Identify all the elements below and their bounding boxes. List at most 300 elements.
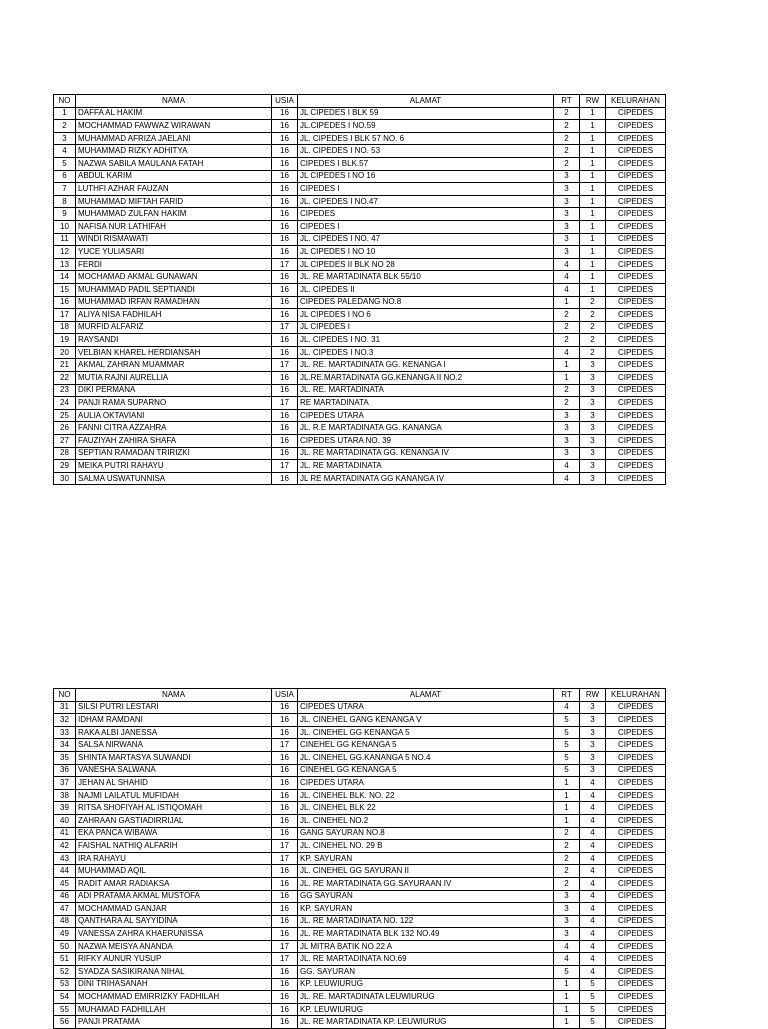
- rw-cell: 3: [580, 422, 606, 435]
- no-cell: 12: [54, 246, 76, 259]
- rt-cell: 2: [554, 840, 580, 853]
- no-cell: 36: [54, 764, 76, 777]
- no-cell: 38: [54, 789, 76, 802]
- table-row: [54, 701, 666, 714]
- alamat-cell: JL. CINEHEL GG SAYURAN II: [298, 865, 554, 878]
- usia-cell: 16: [272, 195, 298, 208]
- alamat-cell: JL. CINEHEL BLK 22: [298, 802, 554, 815]
- no-cell: 42: [54, 840, 76, 853]
- alamat-cell: JL. CINEHEL GG.KANANGA 5 NO.4: [298, 751, 554, 764]
- usia-cell: 16: [272, 865, 298, 878]
- alamat-cell: JL. CINEHEL GG KENANGA 5: [298, 726, 554, 739]
- no-cell: 48: [54, 915, 76, 928]
- rt-cell: 3: [554, 208, 580, 221]
- rw-cell: 4: [580, 789, 606, 802]
- alamat-cell: KP. LEUWIURUG: [298, 1003, 554, 1016]
- rt-cell: 4: [554, 258, 580, 271]
- nama-cell: MUHAMMAD MIFTAH FARID: [76, 195, 272, 208]
- nama-cell: ALIYA NISA FADHILAH: [76, 309, 272, 322]
- nama-cell: SEPTIAN RAMADAN TRIRIZKI: [76, 447, 272, 460]
- kelurahan-cell: CIPEDES: [606, 422, 666, 435]
- rw-cell: 4: [580, 852, 606, 865]
- alamat-cell: JL. RE MARTADINATA BLK 55/10: [298, 271, 554, 284]
- no-cell: 25: [54, 409, 76, 422]
- usia-cell: 16: [272, 827, 298, 840]
- rw-cell: 2: [580, 321, 606, 334]
- table-row: [54, 789, 666, 802]
- rw-cell: 2: [580, 334, 606, 347]
- rt-cell: 3: [554, 447, 580, 460]
- rw-cell: 3: [580, 714, 606, 727]
- column-header-rw: RW: [580, 689, 606, 702]
- nama-cell: MOCHAMAD AKMAL GUNAWAN: [76, 271, 272, 284]
- rw-cell: 3: [580, 751, 606, 764]
- kelurahan-cell: CIPEDES: [606, 852, 666, 865]
- rt-cell: 4: [554, 346, 580, 359]
- column-header-rw: RW: [580, 95, 606, 108]
- rt-cell: 4: [554, 283, 580, 296]
- nama-cell: MUHAMAD FADHILLAH: [76, 1003, 272, 1016]
- nama-cell: PANJI PRATAMA: [76, 1016, 272, 1029]
- rt-cell: 1: [554, 814, 580, 827]
- rw-cell: 1: [580, 120, 606, 133]
- table-row: [54, 321, 666, 334]
- kelurahan-cell: CIPEDES: [606, 915, 666, 928]
- rt-cell: 3: [554, 915, 580, 928]
- kelurahan-cell: CIPEDES: [606, 346, 666, 359]
- kelurahan-cell: CIPEDES: [606, 170, 666, 183]
- no-cell: 24: [54, 397, 76, 410]
- nama-cell: ZAHRAAN GASTIADIRRIJAL: [76, 814, 272, 827]
- rt-cell: 3: [554, 220, 580, 233]
- alamat-cell: JL. RE MARTADINATA NO. 122: [298, 915, 554, 928]
- rw-cell: 5: [580, 1016, 606, 1029]
- kelurahan-cell: CIPEDES: [606, 472, 666, 485]
- kelurahan-cell: CIPEDES: [606, 246, 666, 259]
- rt-cell: 5: [554, 726, 580, 739]
- nama-cell: FAUZIYAH ZAHIRA SHAFA: [76, 435, 272, 448]
- no-cell: 17: [54, 309, 76, 322]
- no-cell: 7: [54, 183, 76, 196]
- table-row: [54, 915, 666, 928]
- nama-cell: MOCHAMMAD GANJAR: [76, 903, 272, 916]
- no-cell: 53: [54, 978, 76, 991]
- alamat-cell: CIPEDES PALEDANG NO.8: [298, 296, 554, 309]
- column-header-no: NO: [54, 689, 76, 702]
- nama-cell: MUHAMMAD AQIL: [76, 865, 272, 878]
- table-row: [54, 384, 666, 397]
- alamat-cell: JL. CIPEDES I NO. 47: [298, 233, 554, 246]
- kelurahan-cell: CIPEDES: [606, 233, 666, 246]
- alamat-cell: JL. CIPEDES I BLK 57 NO. 6: [298, 132, 554, 145]
- rw-cell: 3: [580, 435, 606, 448]
- rt-cell: 5: [554, 966, 580, 979]
- nama-cell: RITSA SHOFIYAH AL ISTIQOMAH: [76, 802, 272, 815]
- nama-cell: YUCE YULIASARI: [76, 246, 272, 259]
- table-row: [54, 472, 666, 485]
- usia-cell: 16: [272, 132, 298, 145]
- kelurahan-cell: CIPEDES: [606, 978, 666, 991]
- rw-cell: 4: [580, 865, 606, 878]
- rw-cell: 4: [580, 940, 606, 953]
- no-cell: 19: [54, 334, 76, 347]
- rt-cell: 3: [554, 928, 580, 941]
- table-row: [54, 107, 666, 120]
- table-row: [54, 359, 666, 372]
- no-cell: 40: [54, 814, 76, 827]
- table-row: [54, 903, 666, 916]
- nama-cell: MUTIA RAJNI AURELLIA: [76, 372, 272, 385]
- rt-cell: 2: [554, 120, 580, 133]
- usia-cell: 16: [272, 764, 298, 777]
- table-body: [54, 107, 666, 485]
- nama-cell: MUHAMMAD ZULFAN HAKIM: [76, 208, 272, 221]
- kelurahan-cell: CIPEDES: [606, 726, 666, 739]
- usia-cell: 16: [272, 978, 298, 991]
- table-row: [54, 271, 666, 284]
- usia-cell: 16: [272, 991, 298, 1004]
- rw-cell: 3: [580, 726, 606, 739]
- alamat-cell: CIPEDES I: [298, 183, 554, 196]
- usia-cell: 17: [272, 321, 298, 334]
- rt-cell: 4: [554, 701, 580, 714]
- alamat-cell: JL CIPEDES I NO 6: [298, 309, 554, 322]
- no-cell: 18: [54, 321, 76, 334]
- column-header-no: NO: [54, 95, 76, 108]
- alamat-cell: JL. CINEHEL NO. 29 B: [298, 840, 554, 853]
- kelurahan-cell: CIPEDES: [606, 827, 666, 840]
- column-header-kelurahan: KELURAHAN: [606, 95, 666, 108]
- table-row: [54, 309, 666, 322]
- alamat-cell: JL. CINEHEL BLK. NO. 22: [298, 789, 554, 802]
- kelurahan-cell: CIPEDES: [606, 409, 666, 422]
- column-header-alamat: ALAMAT: [298, 95, 554, 108]
- kelurahan-cell: CIPEDES: [606, 120, 666, 133]
- kelurahan-cell: CIPEDES: [606, 321, 666, 334]
- nama-cell: PANJI RAMA SUPARNO: [76, 397, 272, 410]
- table-row: [54, 739, 666, 752]
- alamat-cell: JL. CINEHEL NO.2: [298, 814, 554, 827]
- rw-cell: 3: [580, 359, 606, 372]
- rw-cell: 5: [580, 1003, 606, 1016]
- usia-cell: 16: [272, 271, 298, 284]
- rw-cell: 4: [580, 814, 606, 827]
- nama-cell: RIFKY AUNUR YUSUP: [76, 953, 272, 966]
- nama-cell: MOCHAMMAD EMIRRIZKY FADHILAH: [76, 991, 272, 1004]
- rw-cell: 4: [580, 953, 606, 966]
- alamat-cell: JL CIPEDES I BLK 59: [298, 107, 554, 120]
- rt-cell: 2: [554, 865, 580, 878]
- table-row: [54, 435, 666, 448]
- rw-cell: 1: [580, 145, 606, 158]
- nama-cell: MUHAMMAD PADIL SEPTIANDI: [76, 283, 272, 296]
- usia-cell: 16: [272, 296, 298, 309]
- nama-cell: MURFID ALFARIZ: [76, 321, 272, 334]
- no-cell: 11: [54, 233, 76, 246]
- usia-cell: 16: [272, 422, 298, 435]
- alamat-cell: JL MITRA BATIK NO 22 A: [298, 940, 554, 953]
- usia-cell: 16: [272, 435, 298, 448]
- rt-cell: 2: [554, 384, 580, 397]
- rt-cell: 2: [554, 145, 580, 158]
- kelurahan-cell: CIPEDES: [606, 701, 666, 714]
- nama-cell: SALMA USWATUNNISA: [76, 472, 272, 485]
- usia-cell: 16: [272, 309, 298, 322]
- no-cell: 56: [54, 1016, 76, 1029]
- usia-cell: 16: [272, 890, 298, 903]
- kelurahan-cell: CIPEDES: [606, 132, 666, 145]
- rt-cell: 4: [554, 472, 580, 485]
- rt-cell: 3: [554, 183, 580, 196]
- table-row: [54, 220, 666, 233]
- usia-cell: 16: [272, 472, 298, 485]
- usia-cell: 16: [272, 447, 298, 460]
- alamat-cell: JL. CIPEDES I NO.3: [298, 346, 554, 359]
- no-cell: 5: [54, 157, 76, 170]
- usia-cell: 16: [272, 233, 298, 246]
- alamat-cell: CIPEDES I: [298, 220, 554, 233]
- kelurahan-cell: CIPEDES: [606, 940, 666, 953]
- kelurahan-cell: CIPEDES: [606, 953, 666, 966]
- kelurahan-cell: CIPEDES: [606, 271, 666, 284]
- usia-cell: 16: [272, 157, 298, 170]
- no-cell: 39: [54, 802, 76, 815]
- rw-cell: 3: [580, 472, 606, 485]
- alamat-cell: JL CIPEDES I: [298, 321, 554, 334]
- rw-cell: 1: [580, 195, 606, 208]
- usia-cell: 16: [272, 789, 298, 802]
- rt-cell: 3: [554, 903, 580, 916]
- table-row: [54, 802, 666, 815]
- alamat-cell: CINEHEL GG KENANGA 5: [298, 739, 554, 752]
- no-cell: 45: [54, 877, 76, 890]
- no-cell: 10: [54, 220, 76, 233]
- column-header-alamat: ALAMAT: [298, 689, 554, 702]
- table-row: [54, 283, 666, 296]
- rt-cell: 5: [554, 714, 580, 727]
- no-cell: 43: [54, 852, 76, 865]
- nama-cell: MUHAMMAD AFRIZA JAELANI: [76, 132, 272, 145]
- kelurahan-cell: CIPEDES: [606, 928, 666, 941]
- rt-cell: 1: [554, 789, 580, 802]
- alamat-cell: JL. RE. MARTADINATA GG. KENANGA I: [298, 359, 554, 372]
- alamat-cell: JL. R.E MARTADINATA GG. KANANGA: [298, 422, 554, 435]
- no-cell: 16: [54, 296, 76, 309]
- rt-cell: 1: [554, 777, 580, 790]
- alamat-cell: GG SAYURAN: [298, 890, 554, 903]
- rt-cell: 2: [554, 334, 580, 347]
- rw-cell: 1: [580, 170, 606, 183]
- no-cell: 55: [54, 1003, 76, 1016]
- nama-cell: RAKA ALBI JANESSA: [76, 726, 272, 739]
- table-row: [54, 714, 666, 727]
- rt-cell: 3: [554, 246, 580, 259]
- no-cell: 33: [54, 726, 76, 739]
- kelurahan-cell: CIPEDES: [606, 309, 666, 322]
- kelurahan-cell: CIPEDES: [606, 764, 666, 777]
- kelurahan-cell: CIPEDES: [606, 359, 666, 372]
- rt-cell: 1: [554, 359, 580, 372]
- usia-cell: 16: [272, 346, 298, 359]
- table-row: [54, 346, 666, 359]
- nama-cell: ADI PRATAMA AKMAL MUSTOFA: [76, 890, 272, 903]
- usia-cell: 16: [272, 334, 298, 347]
- kelurahan-cell: CIPEDES: [606, 208, 666, 221]
- column-header-usia: USIA: [272, 95, 298, 108]
- table-row: [54, 1016, 666, 1029]
- rt-cell: 5: [554, 751, 580, 764]
- usia-cell: 17: [272, 460, 298, 473]
- kelurahan-cell: CIPEDES: [606, 220, 666, 233]
- rw-cell: 1: [580, 107, 606, 120]
- kelurahan-cell: CIPEDES: [606, 384, 666, 397]
- rw-cell: 3: [580, 409, 606, 422]
- usia-cell: 16: [272, 1016, 298, 1029]
- nama-cell: QANTHARA AL SAYYIDINA: [76, 915, 272, 928]
- alamat-cell: KP. LEUWIURUG: [298, 978, 554, 991]
- alamat-cell: JL. CIPEDES II: [298, 283, 554, 296]
- table-row: [54, 814, 666, 827]
- kelurahan-cell: CIPEDES: [606, 283, 666, 296]
- column-header-rt: RT: [554, 95, 580, 108]
- alamat-cell: JL.CIPEDES I NO.59: [298, 120, 554, 133]
- no-cell: 9: [54, 208, 76, 221]
- kelurahan-cell: CIPEDES: [606, 739, 666, 752]
- rt-cell: 2: [554, 397, 580, 410]
- no-cell: 47: [54, 903, 76, 916]
- table-row: [54, 372, 666, 385]
- table-row: [54, 991, 666, 1004]
- table-row: [54, 397, 666, 410]
- usia-cell: 17: [272, 739, 298, 752]
- rw-cell: 3: [580, 384, 606, 397]
- no-cell: 51: [54, 953, 76, 966]
- rw-cell: 3: [580, 739, 606, 752]
- no-cell: 21: [54, 359, 76, 372]
- rw-cell: 3: [580, 460, 606, 473]
- rt-cell: 4: [554, 460, 580, 473]
- no-cell: 23: [54, 384, 76, 397]
- alamat-cell: JL. RE MARTADINATA: [298, 460, 554, 473]
- usia-cell: 16: [272, 384, 298, 397]
- table-row: [54, 890, 666, 903]
- usia-cell: 17: [272, 359, 298, 372]
- table-row: [54, 865, 666, 878]
- alamat-cell: JL. RE MARTADINATA NO.69: [298, 953, 554, 966]
- rw-cell: 3: [580, 701, 606, 714]
- no-cell: 4: [54, 145, 76, 158]
- table-row: [54, 195, 666, 208]
- table-row: [54, 751, 666, 764]
- rw-cell: 4: [580, 802, 606, 815]
- no-cell: 6: [54, 170, 76, 183]
- kelurahan-cell: CIPEDES: [606, 890, 666, 903]
- table-row: [54, 966, 666, 979]
- no-cell: 52: [54, 966, 76, 979]
- rw-cell: 1: [580, 220, 606, 233]
- alamat-cell: JL. RE MARTADINATA GG. KENANGA IV: [298, 447, 554, 460]
- no-cell: 50: [54, 940, 76, 953]
- table-header-row: [54, 689, 666, 702]
- no-cell: 8: [54, 195, 76, 208]
- rw-cell: 1: [580, 157, 606, 170]
- alamat-cell: JL. RE. MARTADINATA LEUWIURUG: [298, 991, 554, 1004]
- no-cell: 31: [54, 701, 76, 714]
- rt-cell: 1: [554, 991, 580, 1004]
- rw-cell: 4: [580, 840, 606, 853]
- kelurahan-cell: CIPEDES: [606, 258, 666, 271]
- table-row: [54, 447, 666, 460]
- table-body: [54, 701, 666, 1028]
- no-cell: 30: [54, 472, 76, 485]
- rw-cell: 1: [580, 271, 606, 284]
- column-header-kelurahan: KELURAHAN: [606, 689, 666, 702]
- alamat-cell: CIPEDES: [298, 208, 554, 221]
- usia-cell: 16: [272, 1003, 298, 1016]
- rt-cell: 4: [554, 271, 580, 284]
- alamat-cell: JL.RE.MARTADINATA GG.KENANGA II NO.2: [298, 372, 554, 385]
- rt-cell: 3: [554, 890, 580, 903]
- table-row: [54, 840, 666, 853]
- no-cell: 54: [54, 991, 76, 1004]
- usia-cell: 16: [272, 170, 298, 183]
- alamat-cell: CINEHEL GG KENANGA 5: [298, 764, 554, 777]
- usia-cell: 16: [272, 726, 298, 739]
- usia-cell: 16: [272, 246, 298, 259]
- no-cell: 46: [54, 890, 76, 903]
- no-cell: 44: [54, 865, 76, 878]
- kelurahan-cell: CIPEDES: [606, 840, 666, 853]
- kelurahan-cell: CIPEDES: [606, 903, 666, 916]
- nama-cell: NAZWA SABILA MAULANA FATAH: [76, 157, 272, 170]
- rt-cell: 2: [554, 877, 580, 890]
- rt-cell: 3: [554, 435, 580, 448]
- rt-cell: 2: [554, 132, 580, 145]
- usia-cell: 16: [272, 145, 298, 158]
- kelurahan-cell: CIPEDES: [606, 397, 666, 410]
- usia-cell: 17: [272, 953, 298, 966]
- rt-cell: 1: [554, 1016, 580, 1029]
- nama-cell: DAFFA AL HAKIM: [76, 107, 272, 120]
- rt-cell: 3: [554, 170, 580, 183]
- kelurahan-cell: CIPEDES: [606, 157, 666, 170]
- alamat-cell: JL RE MARTADINATA GG KANANGA IV: [298, 472, 554, 485]
- rw-cell: 3: [580, 372, 606, 385]
- rw-cell: 2: [580, 346, 606, 359]
- alamat-cell: GG. SAYURAN: [298, 966, 554, 979]
- alamat-cell: RE MARTADINATA: [298, 397, 554, 410]
- rt-cell: 4: [554, 940, 580, 953]
- nama-cell: AULIA OKTAVIANI: [76, 409, 272, 422]
- rt-cell: 1: [554, 372, 580, 385]
- no-cell: 28: [54, 447, 76, 460]
- nama-cell: FANNI CITRA AZZAHRA: [76, 422, 272, 435]
- rw-cell: 3: [580, 397, 606, 410]
- table-header-row: [54, 95, 666, 108]
- alamat-cell: GANG SAYURAN NO.8: [298, 827, 554, 840]
- column-header-usia: USIA: [272, 689, 298, 702]
- no-cell: 1: [54, 107, 76, 120]
- usia-cell: 16: [272, 107, 298, 120]
- usia-cell: 16: [272, 903, 298, 916]
- table-row: [54, 953, 666, 966]
- kelurahan-cell: CIPEDES: [606, 714, 666, 727]
- alamat-cell: JL. CIPEDES I NO. 31: [298, 334, 554, 347]
- nama-cell: SHINTA MARTASYA SUWANDI: [76, 751, 272, 764]
- nama-cell: MUHAMMAD IRFAN RAMADHAN: [76, 296, 272, 309]
- table-row: [54, 422, 666, 435]
- usia-cell: 16: [272, 183, 298, 196]
